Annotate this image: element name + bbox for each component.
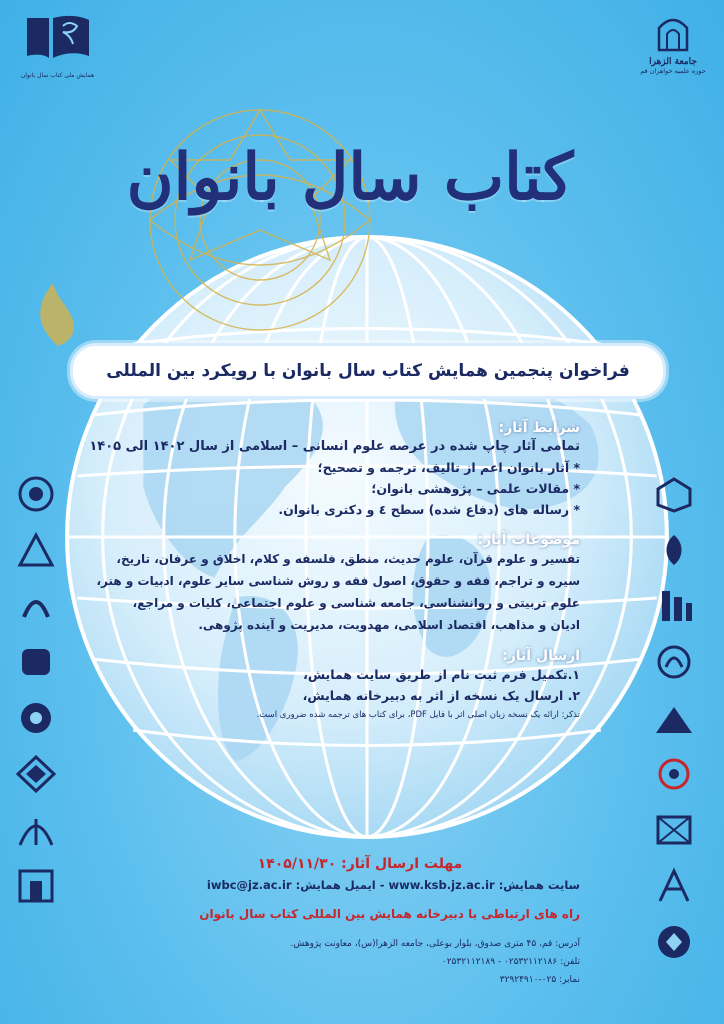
call-banner-text: فراخوان پنجمین همایش کتاب سال بانوان با رویکرد بین المللی (106, 361, 630, 381)
submission-step: ۲. ارسال یک نسخه از اثر به دبیرخانه همایش، (302, 688, 580, 703)
website-email-line: سایت همایش: www.ksb.jz.ac.ir - ایمیل همایش: iwbc@jz.ac.ir (206, 878, 580, 892)
submission-step: ۱.تکمیل فرم ثبت نام از طریق سایت همایش، (303, 667, 580, 682)
partner-logo-icon (652, 643, 696, 681)
partner-logo-icon (652, 699, 696, 737)
title-area (70, 100, 630, 310)
logo-book-year-women (10, 10, 105, 79)
topics-heading: موضوعات آثار: (477, 532, 580, 548)
book-logo-icon (23, 10, 93, 66)
contact-address: آدرس: قم، ۴۵ متری صدوق، بلوار بوعلی، جامعه الزهرا(س)، معاونت پژوهش. (290, 939, 580, 949)
contact-fax: نمابر: ۰۲۵-۳۲۹۲۴۹۱۰ (499, 975, 580, 985)
partner-logo-icon (652, 755, 696, 793)
partner-logo-icon (14, 475, 58, 513)
jamiat-al-zahra-emblem-icon (653, 14, 693, 54)
partner-logo-icon (14, 531, 58, 569)
right-logo-column (652, 475, 710, 979)
submission-heading: ارسال آثار: (502, 648, 580, 664)
conditions-item: * رساله های (دفاع شده) سطح ٤ و دکتری بانوان. (278, 502, 580, 517)
topics-line: ادیان و مذاهب، اقتصاد اسلامی، مهدویت، مدیریت و آینده پژوهی. (198, 618, 580, 632)
topics-list (96, 548, 580, 636)
contact-title: راه های ارتباطی با دبیرخانه همایش بین المللی کتاب سال بانوان (199, 907, 580, 921)
topics-line: علوم تربیتی و روانشناسی، جامعه شناسی و علوم اجتماعی، کلیات و مراجع، (132, 596, 580, 610)
partner-logo-icon (14, 699, 58, 737)
left-logo-column (14, 475, 72, 923)
partner-logo-icon (652, 475, 696, 513)
partner-logo-icon (14, 867, 58, 905)
top-right-logo-caption-2: حوزه علمیه خواهران قم (640, 66, 706, 75)
logo-jamiat-al-zahra (630, 14, 716, 75)
top-right-logo-caption-1: جامعة الزهرا (649, 57, 697, 67)
deadline-text: مهلت ارسال آثار: ۱۴۰۵/۱۱/۳۰ (257, 856, 463, 872)
partner-logo-icon (652, 867, 696, 905)
conditions-item: * مقالات علمی – پژوهشی بانوان؛ (371, 481, 580, 496)
topics-line: تفسیر و علوم قرآن، علوم حدیث، منطق، فلسفه و کلام، اخلاق و عرفان، تاریخ، (116, 552, 580, 566)
call-banner (70, 343, 666, 399)
submission-note: تذکر: ارائه یک نسخه زبان اصلی اثر با فایل PDF، برای کتاب های ترجمه شده ضروری است. (256, 710, 580, 720)
partner-logo-icon (652, 811, 696, 849)
contact-details (230, 935, 580, 989)
partner-logo-icon (14, 755, 58, 793)
partner-logo-icon (14, 587, 58, 625)
conditions-item: * آثار بانوان اعم از تالیف، ترجمه و تصحیح؛ (317, 460, 580, 475)
poster-title: کتاب سال بانوان (126, 140, 574, 215)
iran-emblem-icon (652, 531, 696, 569)
top-left-logo-caption: همایش ملی کتاب سال بانوان (20, 72, 95, 79)
contact-phone: تلفن: ۰۲۵۳۲۱۱۲۱۸۶ - ۰۲۵۳۲۱۱۲۱۸۹ (441, 957, 580, 967)
partner-logo-icon (14, 643, 58, 681)
conditions-intro: تمامی آثار چاپ شده در عرصه علوم انسانی – اسلامی از سال ۱۴۰۲ الی ۱۴۰۵ (89, 439, 580, 454)
content-body (89, 420, 580, 722)
topics-line: سیره و تراجم، فقه و حقوق، اصول فقه و روش شناسی سایر علوم، ادبیات و هنر، (96, 574, 580, 588)
partner-logo-icon (652, 923, 696, 961)
partner-logo-icon (14, 811, 58, 849)
conditions-heading: شرایط آثار: (498, 420, 580, 436)
partner-logo-icon (652, 587, 696, 625)
